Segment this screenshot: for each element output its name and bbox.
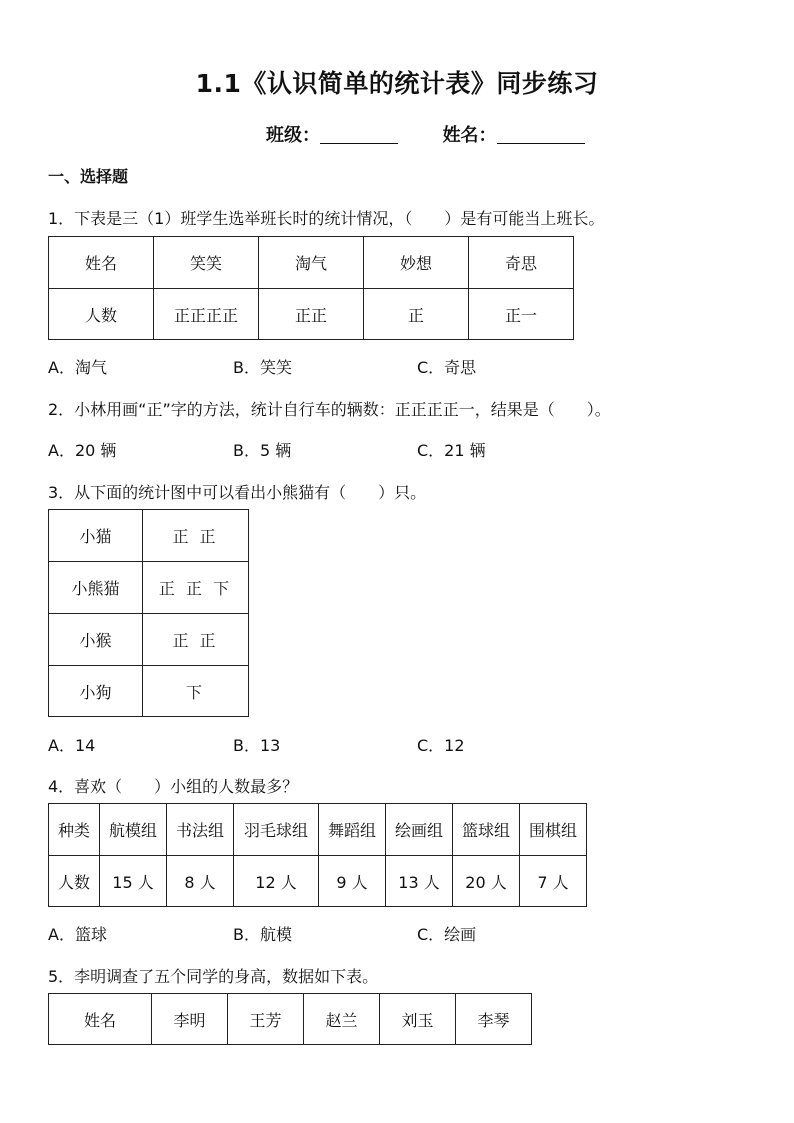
- class-blank[interactable]: [320, 125, 398, 144]
- question-2-stem: 2．小林用画“正”字的方法，统计自行车的辆数：正正正正一，结果是（ ）。: [48, 400, 611, 419]
- table-cell: 围棋组: [520, 804, 587, 856]
- question-1-stem: 1．下表是三（1）班学生选举班长时的统计情况，（ ）是有可能当上班长。: [48, 209, 605, 228]
- section-heading: 一、选择题: [48, 167, 129, 186]
- table-cell: 人数: [49, 856, 100, 907]
- question-4-option-a[interactable]: A．篮球: [48, 925, 107, 944]
- table-cell: 李明: [152, 994, 228, 1045]
- question-3-stem: 3．从下面的统计图中可以看出小熊猫有（ ）只。: [48, 483, 427, 502]
- table-cell: 姓名: [49, 994, 152, 1045]
- table-cell: 正正正正: [154, 289, 259, 340]
- table-cell: 羽毛球组: [234, 804, 319, 856]
- question-1-table: [48, 236, 574, 340]
- table-cell: 7 人: [520, 856, 587, 907]
- table-cell: 人数: [49, 289, 154, 340]
- table-cell: 8 人: [167, 856, 234, 907]
- table-cell: 淘气: [259, 237, 364, 289]
- animal-cell: 小熊猫: [49, 562, 143, 614]
- table-cell: 航模组: [100, 804, 167, 856]
- table-cell: 正正: [259, 289, 364, 340]
- table-cell: 李琴: [456, 994, 532, 1045]
- table-cell: 奇思: [469, 237, 574, 289]
- question-2-option-c[interactable]: C．21 辆: [417, 441, 486, 460]
- table-cell: 正一: [469, 289, 574, 340]
- question-3-option-c[interactable]: C．12: [417, 736, 465, 755]
- tally-cell: 正 正: [143, 510, 249, 562]
- name-label: 姓名：: [442, 125, 497, 146]
- question-4-option-c[interactable]: C．绘画: [417, 925, 477, 944]
- tally-cell: 正 正 下: [143, 562, 249, 614]
- table-cell: 20 人: [453, 856, 520, 907]
- table-cell: 妙想: [364, 237, 469, 289]
- animal-cell: 小狗: [49, 666, 143, 717]
- page-title: 1.1《认识简单的统计表》同步练习: [195, 69, 599, 98]
- table-cell: 赵兰: [304, 994, 380, 1045]
- table-cell: 绘画组: [386, 804, 453, 856]
- table-cell: 笑笑: [154, 237, 259, 289]
- question-4-stem: 4．喜欢（ ）小组的人数最多？: [48, 777, 299, 796]
- tally-cell: 正 正: [143, 614, 249, 666]
- tally-cell: 下: [143, 666, 249, 717]
- table-cell: 舞蹈组: [319, 804, 386, 856]
- name-blank[interactable]: [497, 125, 585, 144]
- table-cell: 种类: [49, 804, 100, 856]
- question-5-table: [48, 993, 532, 1045]
- question-3-option-a[interactable]: A．14: [48, 736, 96, 755]
- table-cell: 王芳: [228, 994, 304, 1045]
- table-cell: 15 人: [100, 856, 167, 907]
- table-cell: 12 人: [234, 856, 319, 907]
- table-cell: 9 人: [319, 856, 386, 907]
- student-info-line: [266, 121, 585, 147]
- animal-cell: 小猴: [49, 614, 143, 666]
- animal-cell: 小猫: [49, 510, 143, 562]
- question-2-option-b[interactable]: B．5 辆: [233, 441, 292, 460]
- table-cell: 篮球组: [453, 804, 520, 856]
- question-3-table: [48, 509, 249, 717]
- question-1-option-c[interactable]: C．奇思: [417, 358, 477, 377]
- question-4-table: [48, 803, 587, 907]
- question-1-option-b[interactable]: B．笑笑: [233, 358, 292, 377]
- table-cell: 13 人: [386, 856, 453, 907]
- question-4-option-b[interactable]: B．航模: [233, 925, 292, 944]
- table-cell: 书法组: [167, 804, 234, 856]
- table-cell: 刘玉: [380, 994, 456, 1045]
- question-1-option-a[interactable]: A．淘气: [48, 358, 107, 377]
- class-label: 班级：: [266, 125, 320, 146]
- question-3-option-b[interactable]: B．13: [233, 736, 281, 755]
- question-5-stem: 5．李明调查了五个同学的身高，数据如下表。: [48, 967, 379, 986]
- question-2-option-a[interactable]: A．20 辆: [48, 441, 117, 460]
- table-cell: 姓名: [49, 237, 154, 289]
- table-cell: 正: [364, 289, 469, 340]
